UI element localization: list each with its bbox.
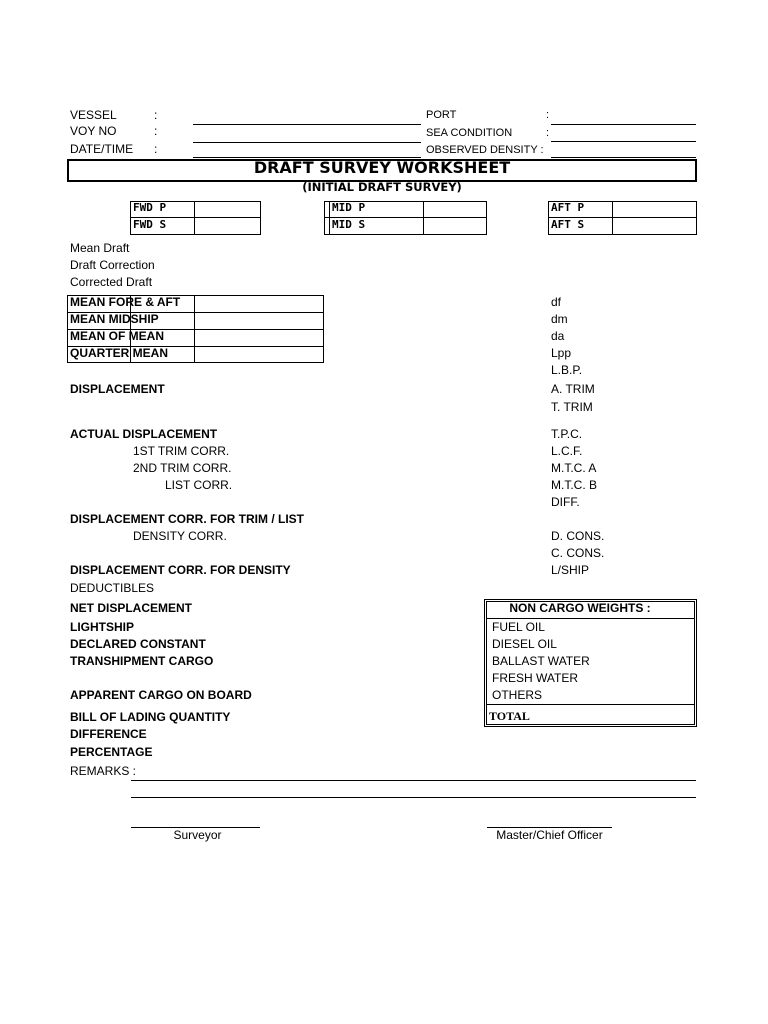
master-label: Master/Chief Officer <box>496 828 603 842</box>
remarks-line-1[interactable] <box>131 780 696 781</box>
second-trim-corr-label: 2ND TRIM CORR. <box>133 461 232 475</box>
diff-label: DIFF. <box>551 495 580 509</box>
sea-colon: : <box>546 127 550 139</box>
date-colon: : <box>154 142 158 156</box>
port-colon: : <box>546 109 550 121</box>
observed-density-label: OBSERVED DENSITY : <box>426 144 544 156</box>
voy-label: VOY NO <box>70 124 117 138</box>
mid-s-label: MID S <box>332 218 366 231</box>
ballast-water-label: BALLAST WATER <box>492 654 590 668</box>
d-cons-label: D. CONS. <box>551 529 605 543</box>
percentage-label: PERCENTAGE <box>70 745 153 759</box>
voy-colon: : <box>154 124 158 138</box>
fwd-p-value[interactable] <box>196 202 259 216</box>
vessel-field-line[interactable] <box>193 124 421 125</box>
page-subtitle: (INITIAL DRAFT SURVEY) <box>302 180 462 194</box>
list-corr-label: LIST CORR. <box>165 478 233 492</box>
lship-label: L/SHIP <box>551 563 590 577</box>
fuel-oil-label: FUEL OIL <box>492 620 545 634</box>
page-title: DRAFT SURVEY WORKSHEET <box>253 158 511 177</box>
fwd-p-label: FWD P <box>133 201 167 214</box>
actual-displacement-label: ACTUAL DISPLACEMENT <box>70 427 218 441</box>
disp-corr-trim-label: DISPLACEMENT CORR. FOR TRIM / LIST <box>70 512 304 526</box>
declared-constant-label: DECLARED CONSTANT <box>70 637 206 651</box>
mid-p-value[interactable] <box>425 202 485 216</box>
sea-condition-label: SEA CONDITION <box>426 127 513 139</box>
net-displacement-label: NET DISPLACEMENT <box>70 601 193 615</box>
deductibles-label: DEDUCTIBLES <box>70 581 155 595</box>
mean-midship-label: MEAN MIDSHIP <box>70 312 159 326</box>
others-label: OTHERS <box>492 688 543 702</box>
fwd-s-label: FWD S <box>133 218 167 231</box>
transhipment-cargo-label: TRANSHIPMENT CARGO <box>70 654 214 668</box>
df-label: df <box>551 295 562 309</box>
c-cons-label: C. CONS. <box>551 546 605 560</box>
t-trim-label: T. TRIM <box>551 400 593 414</box>
draft-correction-label: Draft Correction <box>70 258 155 272</box>
aft-p-value[interactable] <box>614 202 695 216</box>
aft-p-label: AFT P <box>551 201 585 214</box>
tpc-label: T.P.C. <box>551 427 583 441</box>
mid-s-value[interactable] <box>425 219 485 233</box>
mean-draft-label: Mean Draft <box>70 241 130 255</box>
lbp-label: L.B.P. <box>551 363 583 377</box>
non-cargo-heading: NON CARGO WEIGHTS : <box>509 601 651 615</box>
lpp-label: Lpp <box>551 346 572 360</box>
mean-fore-aft-label: MEAN FORE & AFT <box>70 295 181 309</box>
aft-s-value[interactable] <box>614 219 695 233</box>
aft-s-label: AFT S <box>551 218 585 231</box>
fwd-s-value[interactable] <box>196 219 259 233</box>
remarks-line-2[interactable] <box>131 797 696 798</box>
mtc-a-label: M.T.C. A <box>551 461 597 475</box>
corrected-draft-label: Corrected Draft <box>70 275 153 289</box>
mean-of-mean-label: MEAN OF MEAN <box>70 329 164 343</box>
lightship-label: LIGHTSHIP <box>70 620 135 634</box>
displacement-label: DISPLACEMENT <box>70 382 165 396</box>
first-trim-corr-label: 1ST TRIM CORR. <box>133 444 230 458</box>
density-field-line[interactable] <box>551 157 696 158</box>
diesel-oil-label: DIESEL OIL <box>492 637 557 651</box>
mean-of-mean-value[interactable] <box>196 330 322 345</box>
remarks-label: REMARKS : <box>70 764 137 778</box>
difference-label: DIFFERENCE <box>70 727 147 741</box>
a-trim-label: A. TRIM <box>551 382 595 396</box>
date-time-label: DATE/TIME <box>70 142 134 156</box>
quarter-mean-value[interactable] <box>196 347 322 362</box>
lcf-label: L.C.F. <box>551 444 583 458</box>
apparent-cargo-label: APPARENT CARGO ON BOARD <box>70 688 252 702</box>
da-label: da <box>551 329 565 343</box>
mid-p-label: MID P <box>332 201 366 214</box>
surveyor-label: Surveyor <box>173 828 222 842</box>
disp-corr-density-label: DISPLACEMENT CORR. FOR DENSITY <box>70 563 291 577</box>
fresh-water-label: FRESH WATER <box>492 671 578 685</box>
vessel-colon: : <box>154 108 158 122</box>
vessel-label: VESSEL <box>70 108 117 122</box>
mean-fore-aft-value[interactable] <box>196 296 322 311</box>
mtc-b-label: M.T.C. B <box>551 478 598 492</box>
total-label: TOTAL <box>489 709 530 723</box>
quarter-mean-label: QUARTER MEAN <box>70 346 168 360</box>
port-field-line[interactable] <box>551 124 696 125</box>
mean-midship-value[interactable] <box>196 313 322 328</box>
bl-quantity-label: BILL OF LADING QUANTITY <box>70 710 231 724</box>
voy-field-line[interactable] <box>193 142 421 143</box>
port-label: PORT <box>426 109 457 121</box>
density-corr-label: DENSITY CORR. <box>133 529 227 543</box>
dm-label: dm <box>551 312 568 326</box>
sea-field-line[interactable] <box>551 141 696 142</box>
